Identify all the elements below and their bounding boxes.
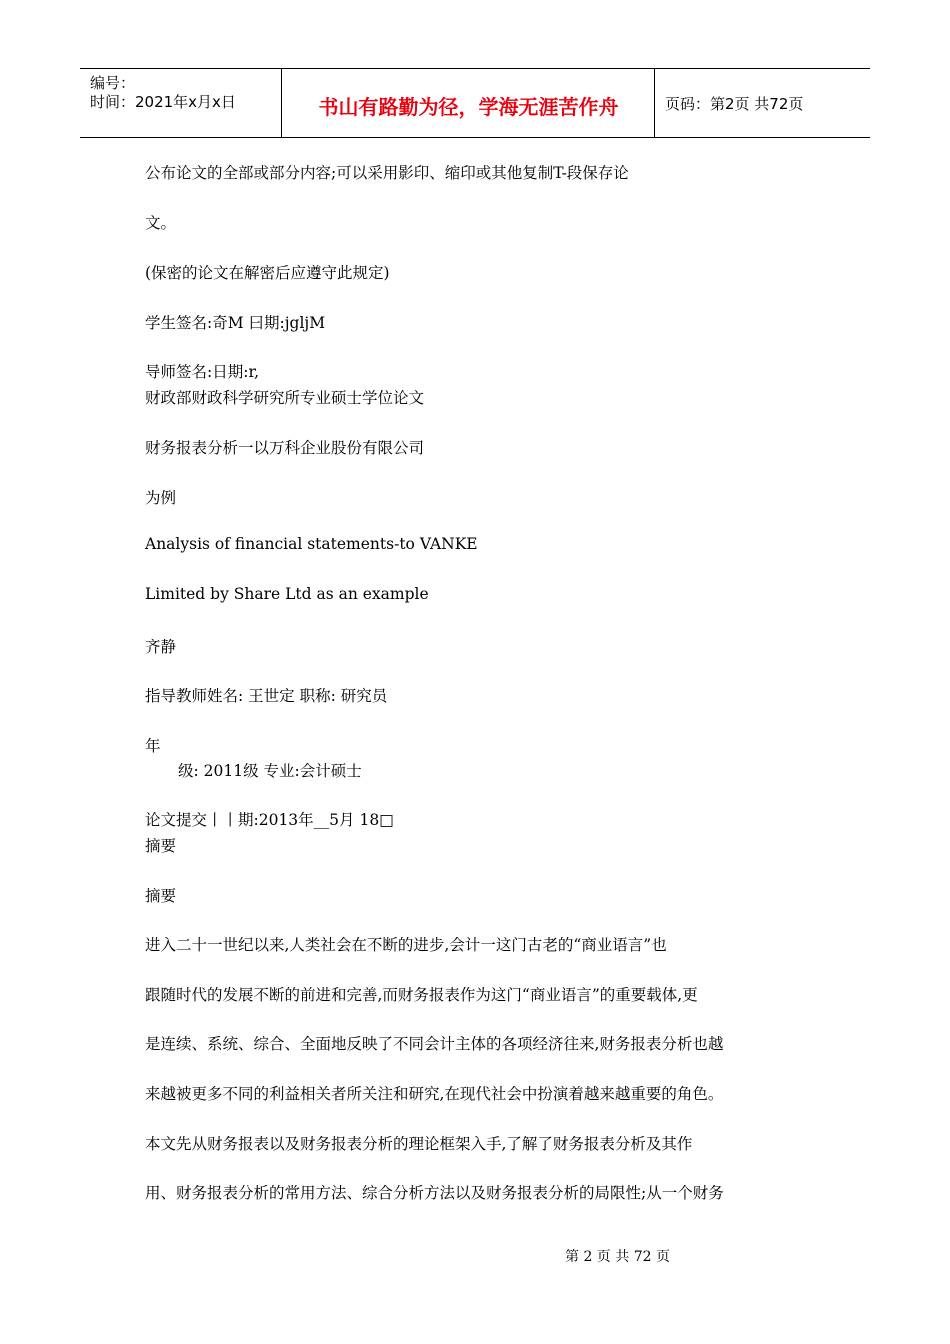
header-right-cell [655, 69, 870, 137]
motto: 书山有路勤为径，学海无涯苦作舟 [318, 95, 619, 119]
section-heading: 摘要 [145, 837, 177, 855]
thesis-title-cn: 财务报表分析一以万科企业股份有限公司 [145, 439, 425, 457]
number-label: 编号： [90, 74, 136, 92]
thesis-title-cn-2: 为例 [145, 489, 177, 507]
author-name: 齐静 [145, 638, 177, 656]
text-line: 文。 [145, 214, 177, 232]
header-center-cell [282, 69, 655, 137]
advisor-line: 指导教师姓名: 王世定 职称: 研究员 [145, 687, 388, 705]
abstract-line: 用、财务报表分析的常用方法、综合分析方法以及财务报表分析的局限性;从一个财务 [145, 1184, 724, 1202]
abstract-line: 本文先从财务报表以及财务报表分析的理论框架入手,了解了财务报表分析及其作 [145, 1135, 693, 1153]
abstract-line: 跟随时代的发展不断的前进和完善,而财务报表作为这门“商业语言”的重要载体,更 [145, 986, 698, 1004]
student-signature-line: 学生签名:奇M 曰期:jgljM [145, 314, 326, 332]
text-line: 年 [145, 737, 161, 755]
page-footer: 第 2 页 共 72 页 [565, 1249, 670, 1265]
thesis-title-en: Analysis of financial statements-to VANKE [145, 535, 478, 553]
abstract-line: 来越被更多不同的利益相关者所关注和研究,在现代社会中扮演着越来越重要的角色。 [145, 1085, 724, 1103]
advisor-signature-line: 导师签名:日期:r, [145, 363, 260, 381]
thesis-title-en-2: Limited by Share Ltd as an example [145, 585, 429, 603]
abstract-line: 是连续、系统、综合、全面地反映了不同会计主体的各项经济往来,财务报表分析也越 [145, 1035, 724, 1053]
text-line: (保密的论文在解密后应遵守此规定) [145, 264, 390, 282]
section-heading: 摘要 [145, 887, 177, 905]
page-header [80, 68, 870, 138]
thesis-type-line: 财政部财政科学研究所专业硕士学位论文 [145, 389, 425, 407]
submission-date-line: 论文提交丨丨期:2013年__5月 18□ [145, 811, 394, 829]
header-left-cell [80, 69, 282, 137]
page-info: 页码：第2页 共72页 [665, 95, 804, 113]
abstract-line: 进入二十一世纪以来,人类社会在不断的进步,会计一这门古老的“商业语言”也 [145, 936, 667, 954]
time-label: 时间：2021年x月x日 [90, 93, 236, 111]
text-line: 公布论文的全部或部分内容;可以采用影印、缩印或其他复制T-段保存论 [145, 164, 629, 182]
grade-major-line: 级: 2011级 专业:会计硕士 [178, 762, 362, 780]
